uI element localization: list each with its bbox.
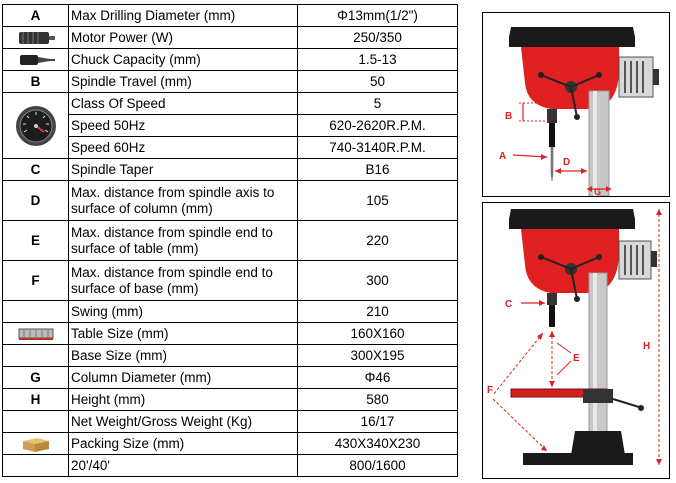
table-row	[3, 159, 458, 181]
row-value: 300	[298, 261, 458, 301]
row-value: B16	[298, 159, 458, 181]
row-value: 250/350	[298, 27, 458, 49]
row-value: Φ46	[298, 367, 458, 389]
row-key	[3, 301, 69, 323]
row-key: A	[3, 5, 69, 27]
motor-icon	[16, 29, 56, 47]
row-param: Swing (mm)	[69, 301, 298, 323]
row-param: Chuck Capacity (mm)	[69, 49, 298, 71]
table-row	[3, 389, 458, 411]
label-a: A	[499, 151, 507, 162]
row-param: Column Diameter (mm)	[69, 367, 298, 389]
base	[523, 453, 633, 465]
table-row	[3, 49, 458, 71]
table-row	[3, 261, 458, 301]
column	[589, 273, 607, 443]
row-key	[3, 433, 69, 455]
table-row	[3, 137, 458, 159]
drill-press-bottom-drawing	[483, 203, 669, 478]
drill-press-diagram-bottom	[482, 202, 670, 479]
table-row	[3, 367, 458, 389]
row-key	[3, 345, 69, 367]
row-value: 430X340X230	[298, 433, 458, 455]
row-param: Max. distance from spindle axis to surface of column (mm)	[69, 181, 298, 221]
row-param: Base Size (mm)	[69, 345, 298, 367]
label-d: D	[563, 157, 571, 168]
table-icon	[16, 327, 56, 341]
row-param: Table Size (mm)	[69, 323, 298, 345]
chuck	[549, 305, 555, 327]
chuck-icon	[16, 53, 56, 67]
row-value: 16/17	[298, 411, 458, 433]
row-key: F	[3, 261, 69, 301]
row-key	[3, 411, 69, 433]
motor	[619, 241, 651, 279]
box-icon	[19, 435, 53, 453]
table-row	[3, 181, 458, 221]
table-row	[3, 115, 458, 137]
row-param: Max. distance from spindle end to surface of table (mm)	[69, 221, 298, 261]
row-key	[3, 93, 69, 159]
label-h: H	[643, 341, 651, 352]
drill-bit	[551, 147, 553, 181]
column-highlight	[593, 273, 597, 443]
row-param: Class Of Speed	[69, 93, 298, 115]
row-value: 620-2620R.P.M.	[298, 115, 458, 137]
spec-table	[2, 4, 458, 477]
label-b: B	[505, 111, 513, 122]
row-param: Max. distance from spindle end to surface of base (mm)	[69, 261, 298, 301]
head-cap	[509, 209, 635, 229]
head-cap	[509, 27, 635, 47]
motor-end	[653, 69, 659, 85]
row-key	[3, 27, 69, 49]
label-g: G	[594, 187, 602, 196]
row-value: 300X195	[298, 345, 458, 367]
table-row	[3, 93, 458, 115]
row-value: 210	[298, 301, 458, 323]
column-foot	[571, 431, 625, 455]
row-key	[3, 323, 69, 345]
label-c: C	[505, 299, 513, 310]
table-row	[3, 5, 458, 27]
row-param: Speed 60Hz	[69, 137, 298, 159]
motor-end	[651, 251, 657, 267]
column-highlight	[593, 91, 597, 196]
row-value: 5	[298, 93, 458, 115]
label-f: F	[487, 385, 494, 396]
row-value: 50	[298, 71, 458, 93]
row-param: Spindle Taper	[69, 159, 298, 181]
row-key	[3, 455, 69, 477]
row-value: 160X160	[298, 323, 458, 345]
row-param: Speed 50Hz	[69, 115, 298, 137]
row-param: 20'/40'	[69, 455, 298, 477]
spindle	[547, 293, 557, 305]
chuck	[549, 123, 555, 147]
table-row	[3, 411, 458, 433]
drill-press-top-drawing	[483, 13, 669, 196]
row-value: 740-3140R.P.M.	[298, 137, 458, 159]
row-param: Motor Power (W)	[69, 27, 298, 49]
table-row	[3, 221, 458, 261]
row-key: B	[3, 71, 69, 93]
drill-press-diagram-top	[482, 12, 670, 197]
row-param: Max Drilling Diameter (mm)	[69, 5, 298, 27]
table-row	[3, 27, 458, 49]
row-value: 800/1600	[298, 455, 458, 477]
table-row	[3, 71, 458, 93]
row-value: 220	[298, 221, 458, 261]
row-value: 1.5-13	[298, 49, 458, 71]
label-e: E	[573, 353, 580, 364]
row-value: 105	[298, 181, 458, 221]
row-param: Net Weight/Gross Weight (Kg)	[69, 411, 298, 433]
row-value: Φ13mm(1/2")	[298, 5, 458, 27]
row-key: G	[3, 367, 69, 389]
row-param: Height (mm)	[69, 389, 298, 411]
row-key	[3, 49, 69, 71]
row-key: E	[3, 221, 69, 261]
speedometer-icon	[14, 104, 58, 148]
table-bracket	[583, 389, 613, 403]
table-row	[3, 323, 458, 345]
row-key: H	[3, 389, 69, 411]
table-row	[3, 433, 458, 455]
row-param: Packing Size (mm)	[69, 433, 298, 455]
row-key: C	[3, 159, 69, 181]
table-row	[3, 301, 458, 323]
row-key: D	[3, 181, 69, 221]
column	[589, 91, 609, 196]
table-row	[3, 455, 458, 477]
row-value: 580	[298, 389, 458, 411]
row-param: Spindle Travel (mm)	[69, 71, 298, 93]
table-row	[3, 345, 458, 367]
